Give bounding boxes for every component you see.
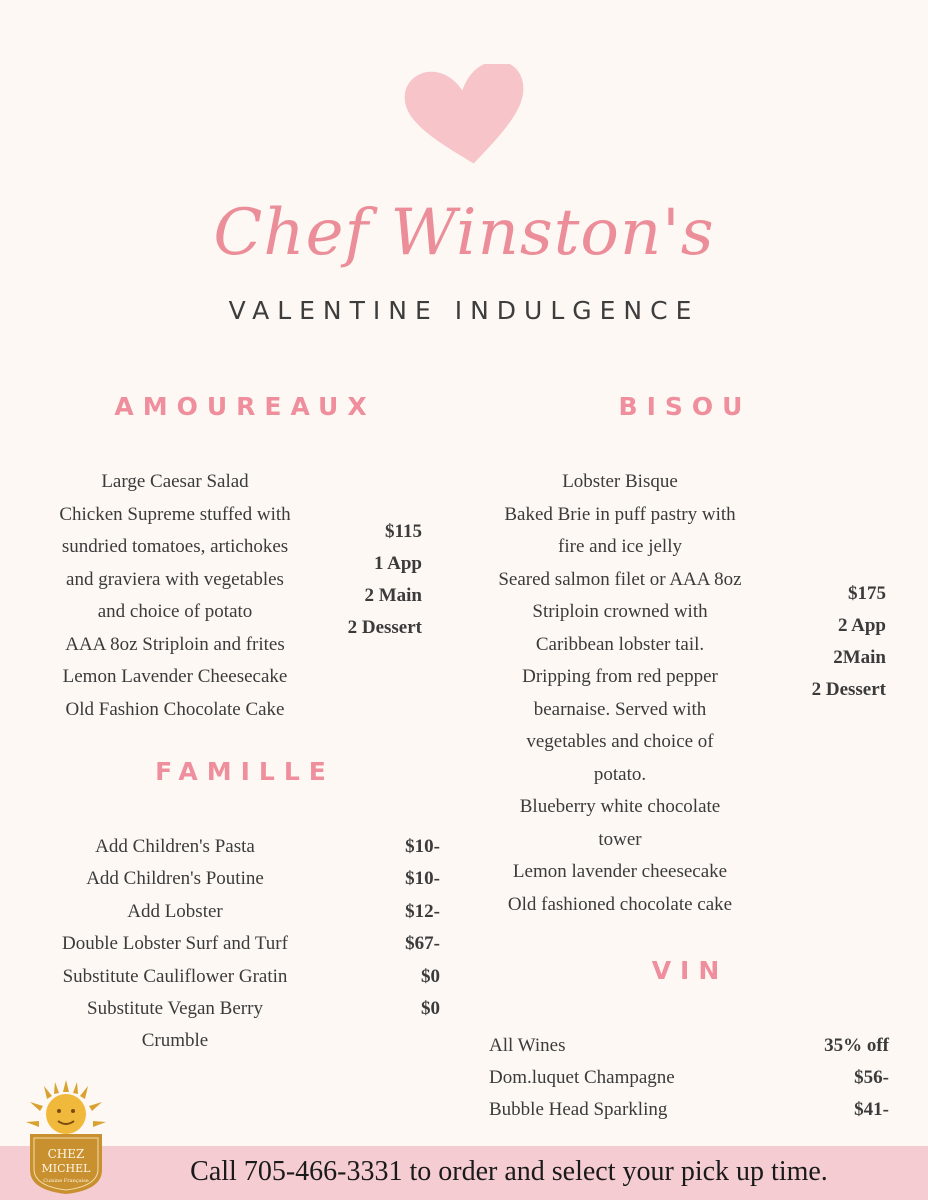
package-price: $175: [848, 583, 886, 604]
menu-item: Blueberry white chocolate: [519, 796, 721, 817]
package-detail: 2 Dessert: [347, 617, 422, 638]
logo-line1: CHEZ: [47, 1147, 85, 1161]
page-title: Chef Winston's: [213, 196, 715, 270]
menu-item: Caribbean lobster tail.: [535, 633, 705, 655]
addon-price: $10-: [405, 868, 440, 889]
amoureaux-price-block: [300, 516, 422, 644]
page-subtitle: VALENTINE INDULGENCE: [228, 296, 700, 325]
wine-price: $56-: [854, 1067, 889, 1088]
menu-item: Lemon Lavender Cheesecake: [62, 666, 288, 687]
menu-item: sundried tomatoes, artichokes: [61, 536, 289, 557]
addon-name: Add Children's Poutine: [86, 868, 264, 889]
addon-price: $0: [421, 998, 440, 1019]
bisou-items: [470, 466, 770, 921]
menu-item: tower: [598, 828, 642, 850]
menu-item: bearnaise. Served with: [533, 698, 707, 720]
addon-name: Add Children's Pasta: [95, 836, 255, 857]
section-title-vin: VIN: [651, 956, 729, 985]
addon-name: Substitute Vegan Berry: [87, 998, 263, 1019]
addon-price: $67-: [405, 933, 440, 954]
menu-item: Striploin crowned with: [532, 601, 708, 622]
chez-michel-logo: [24, 1078, 108, 1196]
package-price: $115: [385, 521, 422, 542]
wine-price: 35% off: [824, 1035, 889, 1056]
menu-item: vegetables and choice of: [526, 731, 714, 752]
menu-item: Lemon lavender cheesecake: [512, 861, 728, 882]
wine-name: Bubble Head Sparkling: [489, 1099, 668, 1120]
wine-name: All Wines: [489, 1035, 566, 1056]
addon-name: Crumble: [141, 1030, 209, 1051]
menu-item: potato.: [593, 763, 647, 785]
footer-call-to-order: Call 705-466-3331 to order and select your pick up time.: [190, 1156, 828, 1187]
package-detail: 2Main: [833, 647, 886, 668]
menu-item: Dripping from red pepper: [522, 666, 718, 687]
logo-line2: MICHEL: [41, 1162, 91, 1175]
addon-price: $10-: [405, 836, 440, 857]
logo-tagline: Cuisine Française: [43, 1178, 89, 1184]
menu-item: Old Fashion Chocolate Cake: [65, 698, 285, 720]
addon-name: Substitute Cauliflower Gratin: [62, 966, 288, 987]
addon-price: $0: [421, 966, 440, 987]
heart-icon: [404, 64, 530, 168]
package-detail: 1 App: [373, 553, 422, 574]
section-title-famille: FAMILLE: [155, 757, 335, 786]
section-title-bisou: BISOU: [618, 392, 752, 421]
menu-item: Chicken Supreme stuffed with: [59, 503, 291, 525]
package-detail: 2 App: [837, 615, 886, 636]
section-title-amoureaux: AMOUREAUX: [114, 392, 376, 421]
menu-item: Lobster Bisque: [562, 471, 678, 492]
wine-price: $41-: [854, 1099, 889, 1120]
addon-name: Double Lobster Surf and Turf: [62, 933, 288, 954]
amoureaux-items: [30, 466, 320, 726]
menu-item: Baked Brie in puff pastry with: [504, 503, 736, 525]
menu-item: AAA 8oz Striploin and frites: [65, 633, 285, 655]
package-detail: 2 Dessert: [811, 679, 886, 700]
menu-item: Large Caesar Salad: [101, 471, 249, 492]
bisou-price-block: [764, 578, 886, 706]
menu-item: fire and ice jelly: [558, 536, 682, 557]
menu-item: Old fashioned chocolate cake: [507, 893, 733, 915]
menu-item: and choice of potato: [97, 601, 253, 622]
package-detail: 2 Main: [364, 585, 422, 606]
menu-item: Seared salmon filet or AAA 8oz: [498, 568, 742, 590]
menu-item: and graviera with vegetables: [66, 568, 284, 590]
wine-name: Dom.luquet Champagne: [489, 1067, 675, 1088]
addon-name: Add Lobster: [127, 901, 223, 922]
addon-price: $12-: [405, 901, 440, 922]
